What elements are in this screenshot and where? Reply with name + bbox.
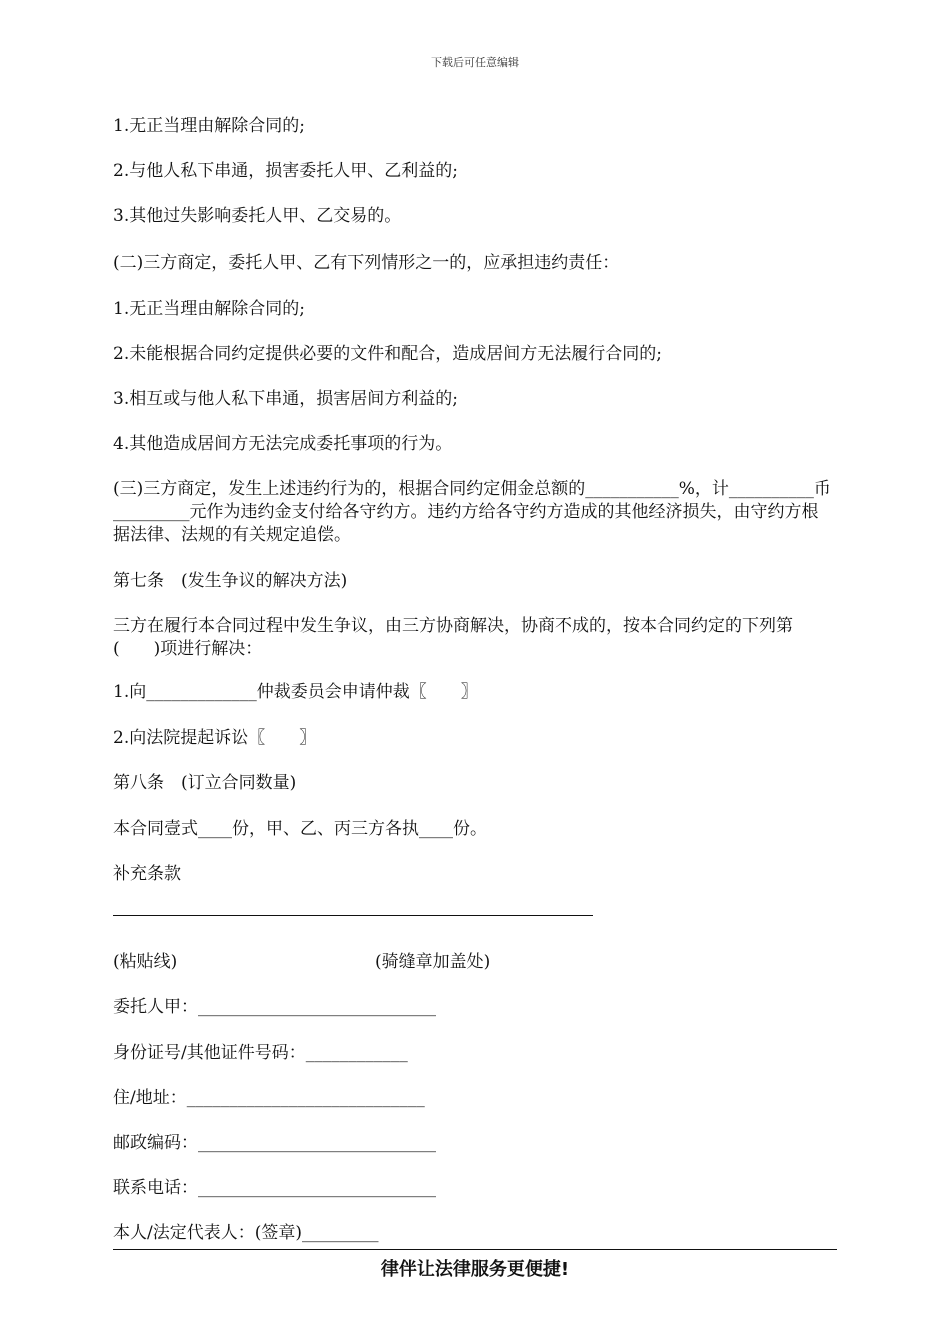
clause-item: 1.无正当理由解除合同的; xyxy=(113,299,305,319)
footer-slogan: 律伴让法律服务更便捷! xyxy=(380,1259,570,1280)
copies-clause: 本合同壹式____份，甲、乙、丙三方各执____份。 xyxy=(113,819,487,839)
clause-heading: (二)三方商定，委托人甲、乙有下列情形之一的，应承担违约责任： xyxy=(113,253,620,273)
clause-penalty: (三)三方商定，发生上述违约行为的，根据合同约定佣金总额的___________%，计__________币_________元作为违约金支付给各守约方。违约方给各守约方造成的其他经济损失，由守约方根据法律、法规的有关规定追偿。 xyxy=(113,479,831,545)
arbitration-option: 1.向_____________仲裁委员会申请仲裁〖 〗 xyxy=(113,682,478,702)
signature-field: 本人/法定代表人：(签章)_________ xyxy=(113,1223,379,1243)
principal-a-field: 委托人甲：____________________________ xyxy=(113,997,436,1017)
clause-item: 3.其他过失影响委托人甲、乙交易的。 xyxy=(113,206,402,226)
postcode-field: 邮政编码：____________________________ xyxy=(113,1133,436,1153)
supplementary-terms-title: 补充条款 xyxy=(113,864,181,884)
article-seven-title: 第七条 (发生争议的解决方法) xyxy=(113,571,348,591)
dispute-resolution-text: 三方在履行本合同过程中发生争议，由三方协商解决，协商不成的，按本合同约定的下列第( )项进行解决： xyxy=(113,616,793,659)
supplementary-terms-line xyxy=(113,915,593,916)
page-header-note: 下载后可任意编辑 xyxy=(431,56,519,69)
id-number-field: 身份证号/其他证件号码：____________ xyxy=(113,1043,408,1063)
litigation-option: 2.向法院提起诉讼〖 〗 xyxy=(113,728,317,748)
clause-item: 2.未能根据合同约定提供必要的文件和配合，造成居间方无法履行合同的; xyxy=(113,344,662,364)
address-field: 住/地址：____________________________ xyxy=(113,1088,425,1108)
seal-note: (骑缝章加盖处) xyxy=(375,952,491,972)
clause-item: 1.无正当理由解除合同的; xyxy=(113,116,305,136)
footer-divider xyxy=(113,1249,837,1250)
clause-item: 4.其他造成居间方无法完成委托事项的行为。 xyxy=(113,434,453,454)
paste-line-label: (粘贴线) xyxy=(113,952,178,972)
clause-item: 3.相互或与他人私下串通，损害居间方利益的; xyxy=(113,389,458,409)
article-eight-title: 第八条 (订立合同数量) xyxy=(113,773,297,793)
phone-field: 联系电话：____________________________ xyxy=(113,1178,436,1198)
clause-item: 2.与他人私下串通，损害委托人甲、乙利益的; xyxy=(113,161,458,181)
